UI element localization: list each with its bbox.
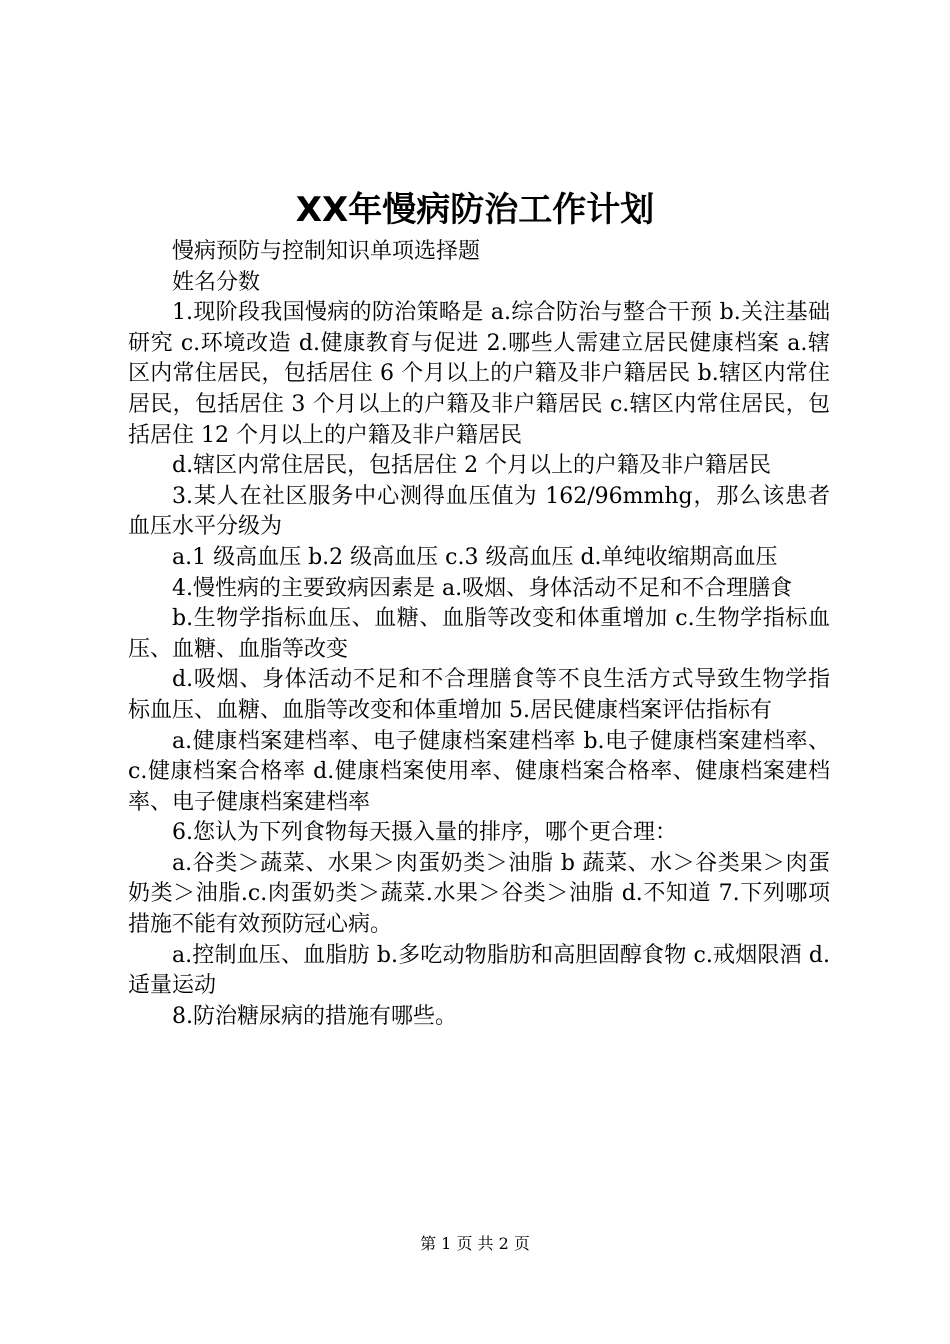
document-body (128, 237, 830, 1032)
document-title: XX年慢病防治工作计划 (295, 190, 655, 230)
paragraph-question-6: 6.您认为下列食物每天摄入量的排序，哪个更合理： (172, 820, 677, 846)
page-footer: 第 1 页 共 2 页 (420, 1234, 530, 1253)
paragraph-question-5-options: a.健康档案建档率、电子健康档案建档率 b.电子健康档案建档率、c.健康档案合格率 d.健康档案使用率、健康档案合格率、健康档案建档率、电子健康档案建档率 (128, 728, 830, 815)
paragraph-question-8: 8.防治糖尿病的措施有哪些。 (172, 1003, 457, 1029)
paragraph-question-2-option-d: d.辖区内常住居民，包括居住 2 个月以上的户籍及非户籍居民 (172, 453, 772, 479)
paragraph-question-4-option-d-q5: d.吸烟、身体活动不足和不合理膳食等不良生活方式导致生物学指标血压、血糖、血脂等改变和体重增加 5.居民健康档案评估指标有 (128, 667, 830, 723)
paragraph-question-6-options-q7: a.谷类＞蔬菜、水果＞肉蛋奶类＞油脂 b 蔬菜、水＞谷类果＞肉蛋奶类＞油脂.c.肉蛋奶类＞蔬菜.水果＞谷类＞油脂 d.不知道 7.下列哪项措施不能有效预防冠心病。 (128, 850, 830, 938)
paragraph-question-4: 4.慢性病的主要致病因素是 a.吸烟、身体活动不足和不合理膳食 (172, 575, 793, 601)
paragraph-question-3-options: a.1 级高血压 b.2 级高血压 c.3 级高血压 d.单纯收缩期高血压 (172, 544, 778, 570)
paragraph-question-1-2: 1.现阶段我国慢病的防治策略是 a.综合防治与整合干预 b.关注基础研究 c.环境改造 d.健康教育与促进 2.哪些人需建立居民健康档案 a.辖区内常住居民，包括居住 6 个月以上的户籍及非户籍居民 b.辖区内常住居民，包括居住 3 个月以上的户籍及非户籍居民 c.辖区内常住居民，包括居住 12 个月以上的户籍及非户籍居民 (128, 300, 830, 448)
paragraph-question-3: 3.某人在社区服务中心测得血压值为 162/96mmhg，那么该患者血压水平分级为 (128, 483, 830, 540)
paragraph-question-7-options: a.控制血压、血脂肪 b.多吃动物脂肪和高胆固醇食物 c.戒烟限酒 d.适量运动 (128, 942, 830, 999)
paragraph-name-score: 姓名分数 (172, 269, 261, 295)
paragraph-subtitle: 慢病预防与控制知识单项选择题 (172, 239, 481, 264)
paragraph-question-4-options-bc: b.生物学指标血压、血糖、血脂等改变和体重增加 c.生物学指标血压、血糖、血脂等改变 (128, 606, 830, 662)
